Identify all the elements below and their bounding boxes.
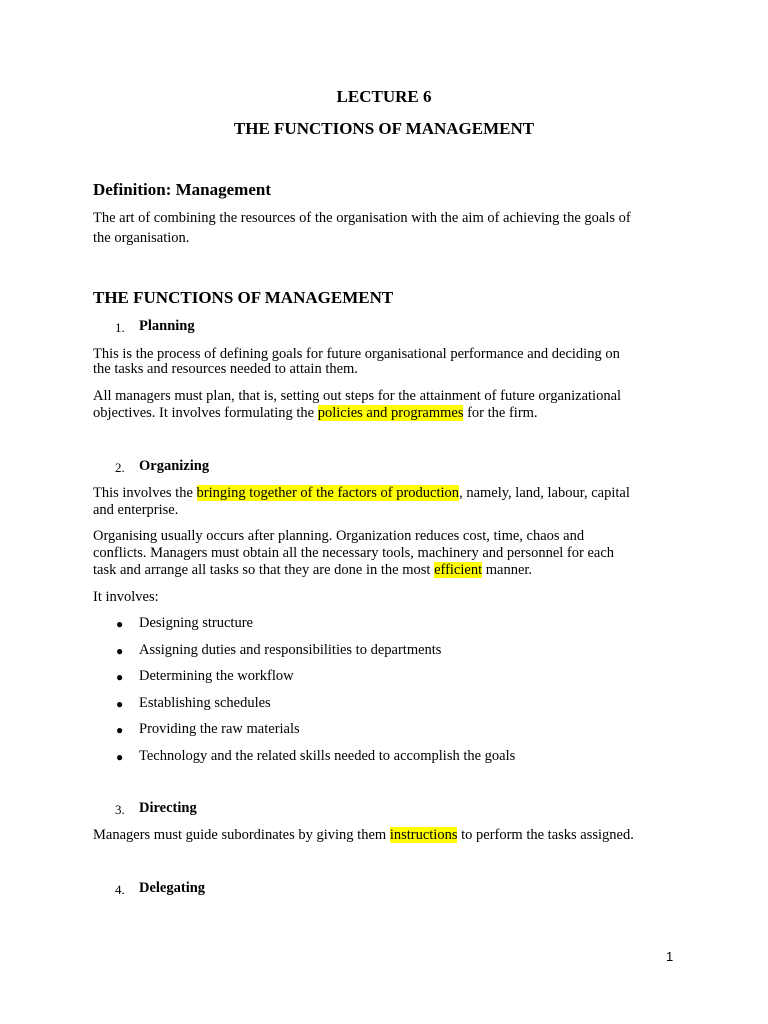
definition-heading: Definition: Management (93, 180, 272, 199)
planning-p2-line-2 (93, 405, 538, 422)
list-item: Assigning duties and responsibilities to departments (139, 642, 442, 658)
delegating-number: 4. (115, 882, 125, 897)
directing-number: 3. (115, 802, 125, 817)
organizing-p2-line-2: conflicts. Managers must obtain all the necessary tools, machinery and personnel for each (93, 545, 615, 561)
page-subtitle: THE FUNCTIONS OF MANAGEMENT (233, 119, 535, 138)
planning-text-before: objectives. It involves formulating the (93, 405, 318, 421)
list-item: Providing the raw materials (139, 721, 300, 737)
highlight-instructions: instructions (389, 827, 458, 843)
bullet-icon: ● (116, 697, 124, 711)
directing-line (93, 827, 634, 844)
organizing-number: 2. (115, 460, 125, 475)
bullet-icon: ● (116, 723, 124, 737)
bullet-icon: ● (116, 670, 124, 684)
highlight-factors: bringing together of the factors of production (196, 485, 460, 501)
directing-text-before: Managers must guide subordinates by giving them (93, 827, 390, 843)
planning-title: Planning (139, 318, 195, 334)
definition-line-2: the organisation. (93, 230, 190, 246)
directing-text-after: to perform the tasks assigned. (457, 827, 634, 843)
page-number: 1 (666, 949, 674, 964)
planning-p1-line-1: This is the process of defining goals for future organisational performance and deciding on (93, 346, 620, 362)
highlight-efficient: efficient (434, 562, 483, 578)
definition-line-1: The art of combining the resources of the organisation with the aim of achieving the goals of (93, 210, 631, 226)
planning-p2-line-1: All managers must plan, that is, setting out steps for the attainment of future organizational (93, 388, 622, 404)
involves-label: It involves: (93, 589, 159, 605)
functions-heading: THE FUNCTIONS OF MANAGEMENT (93, 288, 394, 307)
organizing-text-after: , namely, land, labour, capital (459, 485, 630, 501)
highlight-policies: policies and programmes (317, 405, 464, 421)
planning-number: 1. (115, 320, 125, 335)
list-item: Determining the workflow (139, 668, 294, 684)
organizing-text-before-2: task and arrange all tasks so that they are done in the most (93, 562, 435, 578)
bullet-icon: ● (116, 644, 124, 658)
planning-text-after: for the firm. (463, 405, 538, 421)
list-item: Designing structure (139, 615, 253, 631)
planning-p1-line-2: the tasks and resources needed to attain them. (93, 361, 358, 377)
page-title: LECTURE 6 (336, 87, 432, 106)
list-item: Establishing schedules (139, 695, 271, 711)
organizing-text-after-2: manner. (482, 562, 533, 578)
organizing-title: Organizing (139, 458, 210, 474)
organizing-p2-line-3 (93, 562, 532, 579)
delegating-title: Delegating (139, 880, 206, 896)
organizing-text-before: This involves the (93, 485, 197, 501)
list-item: Technology and the related skills needed to accomplish the goals (139, 748, 516, 764)
organizing-p1-line-1 (93, 485, 630, 502)
directing-title: Directing (139, 800, 197, 816)
bullet-icon: ● (116, 750, 124, 764)
bullet-icon: ● (116, 617, 124, 631)
organizing-p2-line-1: Organising usually occurs after planning. Organization reduces cost, time, chaos and (93, 528, 585, 544)
organizing-p1-line-2: and enterprise. (93, 502, 179, 518)
